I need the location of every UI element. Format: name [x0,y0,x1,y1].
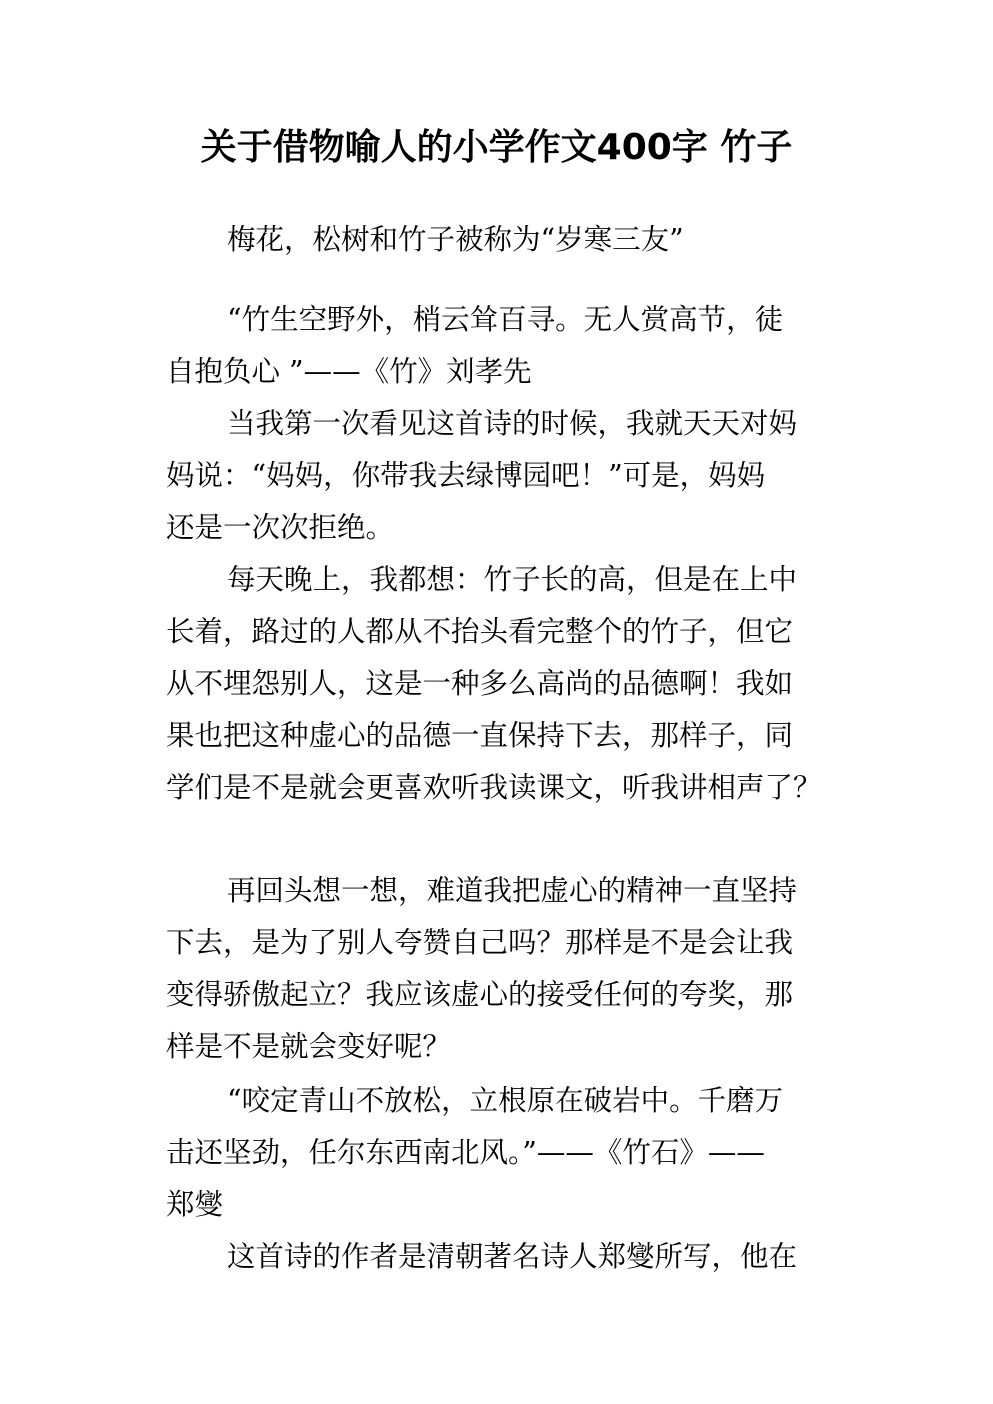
text-line: 当我第一次看见这首诗的时候，我就天天对妈 [227,407,798,440]
text-line: 每天晚上，我都想：竹子长的高，但是在上中 [227,563,798,596]
text-line: 从不埋怨别人，这是一种多么高尚的品德啊！我如 [166,667,794,700]
text-line: 果也把这种虚心的品德一直保持下去，那样子，同 [166,719,794,752]
text-line: 梅花，松树和竹子被称为“岁寒三友” [227,223,684,256]
text-line: 郑燮 [166,1188,224,1221]
text-line: 自抱负心 ”——《竹》刘孝先 [166,355,532,388]
text-line: 长着，路过的人都从不抬头看完整个的竹子，但它 [166,615,794,648]
text-line: 还是一次次拒绝。 [166,511,395,544]
text-line: 样是不是就会变好呢？ [166,1030,452,1063]
text-line: 下去，是为了别人夸赞自己吗？那样是不是会让我 [166,926,794,959]
text-line: 变得骄傲起立？我应该虚心的接受任何的夸奖，那 [166,978,794,1011]
text-line: 再回头想一想，难道我把虚心的精神一直坚持 [227,874,798,907]
text-line: 妈说：“妈妈，你带我去绿博园吧！”可是，妈妈 [166,459,766,492]
text-line: “咬定青山不放松，立根原在破岩中。千磨万 [227,1084,784,1117]
text-line: 击还坚劲，任尔东西南北风。”——《竹石》—— [166,1136,765,1169]
document-title: 关于借物喻人的小学作文400字 竹子 [200,127,793,168]
text-line: 这首诗的作者是清朝著名诗人郑燮所写，他在 [227,1240,798,1273]
text-line: “竹生空野外，梢云耸百寻。无人赏高节，徒 [227,303,784,336]
text-line: 学们是不是就会更喜欢听我读课文，听我讲相声了？ [166,771,822,804]
